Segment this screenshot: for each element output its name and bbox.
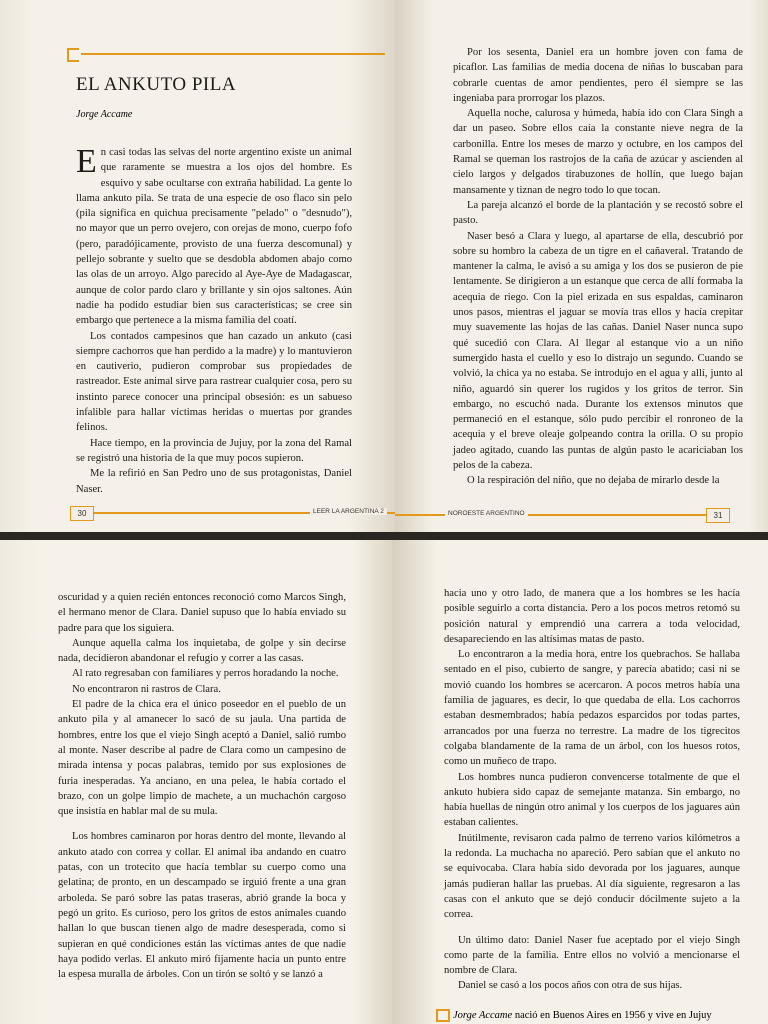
paragraph: No encontraron ni rastros de Clara. <box>72 683 221 695</box>
paragraph: Los contados campesinos que han cazado un ankuto (casi siempre cachorros que han perdido a la madre) y lo mantuvieron en cautiverio, pudieron comprobar sus propiedades de rastreador. Este animal sirve para rastrear cualquier cosa, pero su instinto parece conocer una principal obsesión: es un sabueso infalible para hallar víctimas heridas o muertas por grandes felinos. <box>76 330 352 434</box>
paragraph: El padre de la chica era el único poseedor en el pueblo de un ankuto pila y al amanecer lo sacó de su jaula. Una partida de hombres, entre los que el viejo Singh aceptó a Daniel, salió rumbo al monte. Naser describe al padre de Clara como un campesino de mirada intensa y pocas palabras, temido por sus explosiones de furia inesperadas. Ya anciano, en una pelea, le había cortado el brazo, con un golpe limpio de machete, a un muchachón cargoso que insistía en hablar mal de su mula. <box>58 699 346 818</box>
paragraph: Me la refirió en San Pedro uno de sus protagonistas, Daniel Naser. <box>76 468 352 495</box>
page-30 <box>0 0 395 532</box>
paragraph: Lo encontraron a la media hora, entre los quebrachos. Se hallaba sentado en el piso, cubierto de sangre, y parecía abatido; casi ni se movió cuando los hombres se acercaron. A pocos metros había una familia de jaguares, es decir, lo que quedaba de ella. Los cachorros estaban desmembrados; había pedazos esparcidos por todas partes, arrancados por una fuerza no terrestre. La madre de los tigrecitos colgaba blandamente de la rama de un árbol, con los huesos rotos, como un muñeco de trapo. <box>444 649 740 768</box>
paragraph: Hace tiempo, en la provincia de Jujuy, por la zona del Ramal se registró una historia de la que muy pocos supieron. <box>76 437 352 464</box>
paragraph: hacia uno y otro lado, de manera que a los hombres se les hacía posible seguirlo a corta distancia. Pero a los pocos metros retomó su posición natural y emprendió una carrera a toda velocidad, desapareciendo en las altísimas matas de pasto. <box>444 588 740 645</box>
paragraph: Daniel se casó a los pocos años con otra de sus hijas. <box>458 980 683 992</box>
paragraph: oscuridad y a quien recién entonces reconoció como Marcos Singh, el hermano menor de Clara. Daniel supuso que lo había enviado su padre para que los siguiera. <box>58 592 346 634</box>
page-footer <box>70 506 395 520</box>
paragraph: Aunque aquella calma los inquietaba, de golpe y sin decirse nada, decidieron abandonar el refugio y correr a las casas. <box>58 637 346 665</box>
page-31-text <box>453 45 743 489</box>
paragraph: Por los sesenta, Daniel era un hombre joven con fama de picaflor. Las familias de media docena de niñas lo buscaban para cobrarle cuentas de amor pendientes, pero él siempre se las ingeniaba para prorrogar los plazos. <box>453 47 743 104</box>
page-33 <box>392 540 768 1024</box>
page-31 <box>395 0 768 532</box>
paragraph: Los hombres nunca pudieron convencerse totalmente de que el ankuto hubiera sido capaz de semejante matanza. Sin embargo, no había huellas de ningún otro animal y los cuerpos de los jaguares aún estaban calientes. <box>444 771 740 829</box>
footer-text: NOROESTE ARGENTINO <box>445 510 528 517</box>
drop-cap: E <box>76 143 97 180</box>
paragraph: Los hombres caminaron por horas dentro del monte, llevando al ankuto atado con correa y collar. El animal iba andando en cuatro patas, con un trotecito que hacía temblar su cuerpo como una gelatina; de pronto, en un descampado se irguió frente a una gran arboleda. Se paró sobre las patas traseras, abrió grande la boca y pegó un grito. Es curioso, pero los gritos de estos animales cuando hallan lo que buscan tienen algo de madre desesperada, como si supieran en qué condiciones están las víctimas antes de que nadie haya podido verlas. El ankuto miró fijamente hacia un punto entre la espesa muralla de árboles. Con un tirón se soltó y se lanzó a <box>58 831 346 981</box>
page-footer <box>395 508 730 522</box>
author-bio-note <box>436 1009 712 1022</box>
paragraph: La pareja alcanzó el borde de la plantación y se recostó sobre el pasto. <box>453 199 743 227</box>
bio-text: nació en Buenos Aires en 1956 y vive en Jujuy <box>512 1009 712 1021</box>
paragraph: Inútilmente, revisaron cada palmo de terreno varios kilómetros a la redonda. La muchacha no apareció. Pero sabían que el ankuto no se equivocaba. Clara había sido devorada por los jaguares, aunque jamás pudieran hallar las pruebas. Al día siguiente, regresaron a las casas con el ankuto que se dejó conducir dócilmente sujeto a la correa. <box>444 832 740 921</box>
page-number: 31 <box>706 508 730 523</box>
header-ornament <box>67 50 385 58</box>
ornament-icon <box>436 1009 450 1022</box>
page-32 <box>0 540 392 1024</box>
story-title: EL ANKUTO PILA <box>76 74 237 95</box>
page-30-text <box>76 145 352 497</box>
paragraph: Naser besó a Clara y luego, al apartarse de ella, descubrió por sobre su hombro la cabeza de un tigre en el cañaveral. Tratando de mantener la calma, le avisó a su amiga y los dos se pusieron de pie lentamente. Se dirigieron a un estanque que cerca de allí formaba la acequia de riego. Con la piel erizada en sus espaldas, caminaron unos pasos, mientras el jaguar se movía tras ellos y hacía crepitar muy suavemente las hojas de las cañas. Daniel Naser nunca supo qué sucedió con Clara. Al llegar al estanque vio a un niño sumergido hasta el cuello y eso lo distrajo un segundo. Cuando se volvió, la chica ya no estaba. Se introdujo en el agua y allí, junto al niño, aguardó sin querer los rugidos y los gritos de terror. Sin embargo, no escuchó nada. Durante los extensos minutos que permaneció en el estanque, sólo pudo percibir el ronroneo de la acequia y el breve oleaje golpeando contra la orilla. O su propio jadeo agitado, cuando las puntas de algún pasto le acariciaban los pelos de la cabeza. <box>453 230 743 472</box>
page-32-text <box>58 590 346 982</box>
paragraph: Aquella noche, calurosa y húmeda, había ido con Clara Singh a dar un paseo. Sobre ellos caía la constante nieve negra de la carbonilla. Entre los meses de marzo y octubre, en los campos del Ramal se queman los rastrojos de la caña de azúcar y ascienden al cielo largos y delgados tirabuzones de hollín, que luego bajan mansamente y tiznan de negro todo lo que tocan. <box>453 108 743 196</box>
paragraph: En casi todas las selvas del norte argentino existe un animal que raramente se muestra a los ojos del hombre. Es esquivo y sabe ocultarse con extraña habilidad. La gente lo llama ankuto pila. Se trata de una especie de oso flaco sin pelo (pila significa en quichua precisamente "pelado" o "desnudo"), no mayor que un perro ovejero, con orejas de mono, cuerpo fofo (pero, paradójicamente, provisto de una fuerza descomunal) y pellejo sobrante y suelto que se desdobla abdomen abajo como las olas de un arroyo. Algo parecido al Aye-Aye de Madagascar, aunque de color pardo claro y brillante y sin ojos saltones. Aún nadie ha podido estudiar bien sus características; se cree sin embargo que pertenece a la misma familia del coatí. <box>76 143 352 327</box>
page-33-text <box>444 586 740 994</box>
footer-text: LEER LA ARGENTINA 2 <box>310 508 387 515</box>
bio-author: Jorge Accame <box>453 1009 513 1021</box>
page-number: 30 <box>70 506 94 521</box>
paragraph: Al rato regresaban con familiares y perros horadando la noche. <box>72 668 339 680</box>
paragraph: O la respiración del niño, que no dejaba de mirarlo desde la <box>467 475 720 487</box>
paragraph: Un último dato: Daniel Naser fue aceptado por el viejo Singh como parte de la familia. Entre ellos no volvió a mencionarse el nombre de Clara. <box>444 934 740 977</box>
story-author: Jorge Accame <box>76 109 133 120</box>
